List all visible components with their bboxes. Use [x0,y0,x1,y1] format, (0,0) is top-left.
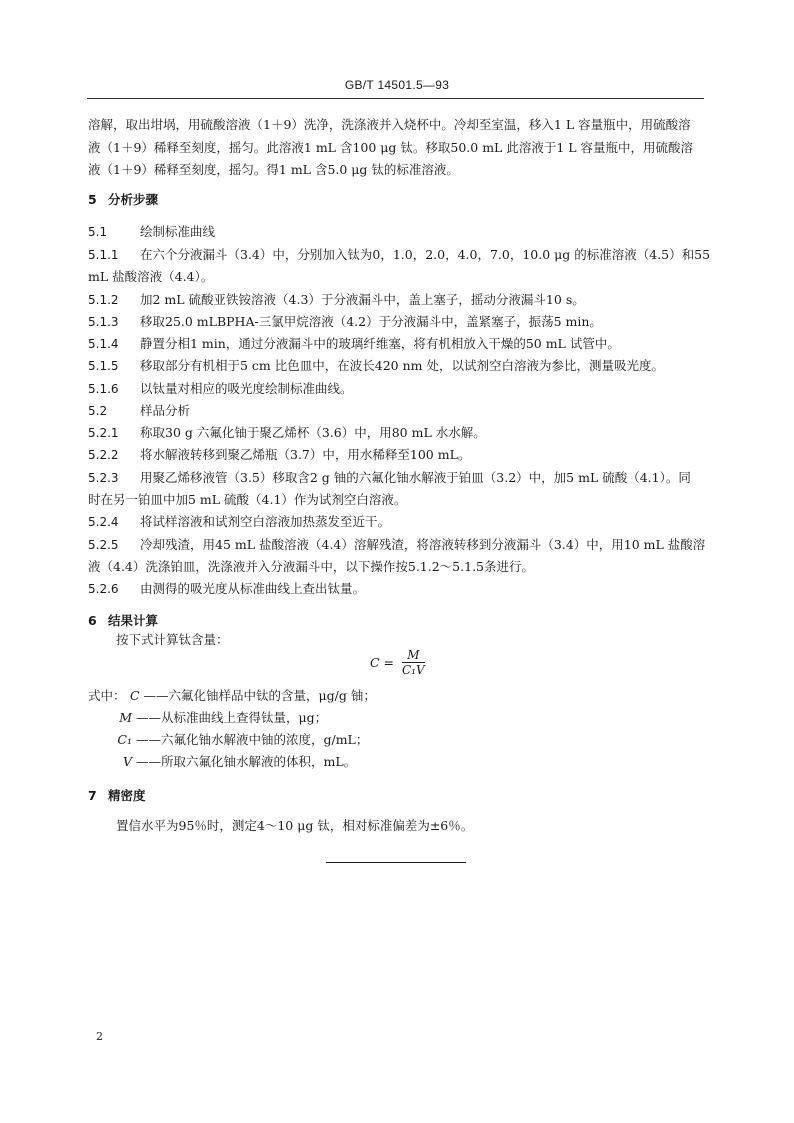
step-text: 将水解液转移到聚乙烯瓶（3.7）中，用水稀释至100 mL。 [140,447,471,462]
step-number: 5.2.5 [88,538,119,552]
step-number: 5.1.3 [88,315,119,329]
step-number: 5.1.2 [88,293,119,307]
step-text: 加2 mL 硫酸亚铁铵溶液（4.3）于分液漏斗中，盖上塞子，摇动分液漏斗10 s。 [140,292,585,307]
step-text: 将试样溶液和试剂空白溶液加热蒸发至近干。 [140,514,391,529]
step-text: 时在另一铂皿中加5 mL 硫酸（4.1）作为试剂空白溶液。 [88,492,407,507]
step-line [88,356,708,374]
step-number: 5.2.4 [88,515,119,529]
step-number: 5.2.6 [88,582,119,596]
definition-var: C [129,688,140,703]
step-line [88,379,708,397]
definition-row [88,686,708,704]
step-number: 5.1.6 [88,382,119,396]
step-line [88,334,708,352]
step-text: 称取30 g 六氟化铀于聚乙烯杯（3.6）中，用80 mL 水水解。 [140,425,486,440]
step-line [88,222,708,240]
step-text: 用聚乙烯移液管（3.5）移取含2 g 铀的六氟化铀水解液于铂皿（3.2）中，加5 mL 硫酸（4.1）。同 [140,470,691,485]
step-number: 5.2 [88,404,108,418]
where-label: 式中： [88,688,126,703]
step-number: 5.1.5 [88,359,119,373]
step-text: 冷却残渣，用45 mL 盐酸溶液（4.4）溶解残渣，将溶液转移到分液漏斗（3.4）中，用10 mL 盐酸溶 [140,537,706,552]
calc-intro: 按下式计算钛含量： [116,632,229,647]
definition-row [116,730,736,748]
step-number: 5.1.4 [88,337,119,351]
step-line [88,245,711,263]
formula [370,648,425,677]
step-text: 移取25.0 mLBPHA-三氯甲烷溶液（4.2）于分液漏斗中，盖紧塞子，振荡5 min。 [140,314,602,329]
definition-var: M [119,710,132,725]
section-title: 精密度 [108,788,146,803]
step-text: 静置分相1 min，通过分液漏斗中的玻璃纤维塞，将有机相放入干燥的50 mL 试管中。 [140,336,620,351]
section-number: 5 [88,192,97,207]
step-text: 液（4.4）洗涤铂皿，洗涤液并入分液漏斗中，以下操作按5.1.2～5.1.5条进行。 [88,559,534,574]
intro-line: 液（1＋9）稀释至刻度，摇匀。得1 mL 含5.0 μg 钛的标准溶液。 [88,162,459,177]
formula-denominator: C₁V [402,663,425,677]
formula-fraction [402,648,425,677]
step-number: 5.2.2 [88,448,119,462]
step-text: 由测得的吸光度从标准曲线上查出钛量。 [140,581,366,596]
definition-row [118,708,738,726]
step-line [88,535,708,553]
step-number: 5.2.1 [88,426,119,440]
page-number: 2 [96,1030,103,1043]
section-6-heading [88,611,158,629]
section-7-heading [88,786,146,804]
header-rule [87,98,704,99]
intro-paragraph [88,114,708,182]
precision-text: 置信水平为95％时，测定4～10 μg 钛，相对标准偏差为±6％。 [116,818,474,833]
step-number: 5.1.1 [88,248,119,262]
step-line [88,312,708,330]
step-text: 在六个分液漏斗（3.4）中，分别加入钛为0，1.0，2.0，4.0，7.0，10.0 μg 的标准溶液（4.5）和55 [140,247,711,262]
section-title: 分析步骤 [108,192,159,207]
definition-var: V [122,754,132,769]
definition-text: ——六氟化铀水解液中铀的浓度，g/mL； [135,732,369,747]
document-header: GB/T 14501.5—93 [344,78,450,92]
step-line [88,468,708,486]
step-line-continuation [88,490,708,508]
section-5-heading [88,190,158,208]
step-line-continuation [88,267,708,285]
step-text: 样品分析 [140,403,191,418]
section-number: 6 [88,613,97,628]
definition-text: ——从标准曲线上查得钛量，μg； [135,710,328,725]
step-text: mL 盐酸溶液（4.4）。 [88,269,214,284]
formula-lhs: C = [370,655,395,670]
step-text: 绘制标准曲线 [140,224,216,239]
step-line [88,579,708,597]
end-rule [326,862,466,863]
step-text: 移取部分有机相于5 cm 比色皿中，在波长420 nm 处，以试剂空白溶液为参比，测量吸光度。 [140,358,664,373]
step-line [88,401,708,419]
definition-text: ——所取六氟化铀水解液的体积，mL。 [135,754,357,769]
section-title: 结果计算 [108,613,159,628]
definition-var: C₁ [117,732,132,747]
definition-text: ——六氟化铀样品中钛的含量，μg/g 铀； [143,688,376,703]
step-line [88,445,708,463]
step-line-continuation [88,557,708,575]
intro-line: 液（1＋9）稀释至刻度，摇匀。此溶液1 mL 含100 μg 钛。移取50.0 mL 此溶液于1 L 容量瓶中，用硫酸溶 [88,139,694,155]
section-number: 7 [88,788,97,803]
step-text: 以钛量对相应的吸光度绘制标准曲线。 [140,381,353,396]
definition-row [118,752,738,770]
formula-numerator: M [402,648,425,663]
step-line [88,512,708,530]
step-line [88,290,708,308]
intro-line: 溶解，取出坩埚，用硫酸溶液（1＋9）洗净，洗涤液并入烧杯中。冷却至室温，移入1 L 容量瓶中，用硫酸溶 [88,117,691,132]
step-number: 5.1 [88,225,108,239]
step-number: 5.2.3 [88,471,119,485]
step-line [88,423,708,441]
